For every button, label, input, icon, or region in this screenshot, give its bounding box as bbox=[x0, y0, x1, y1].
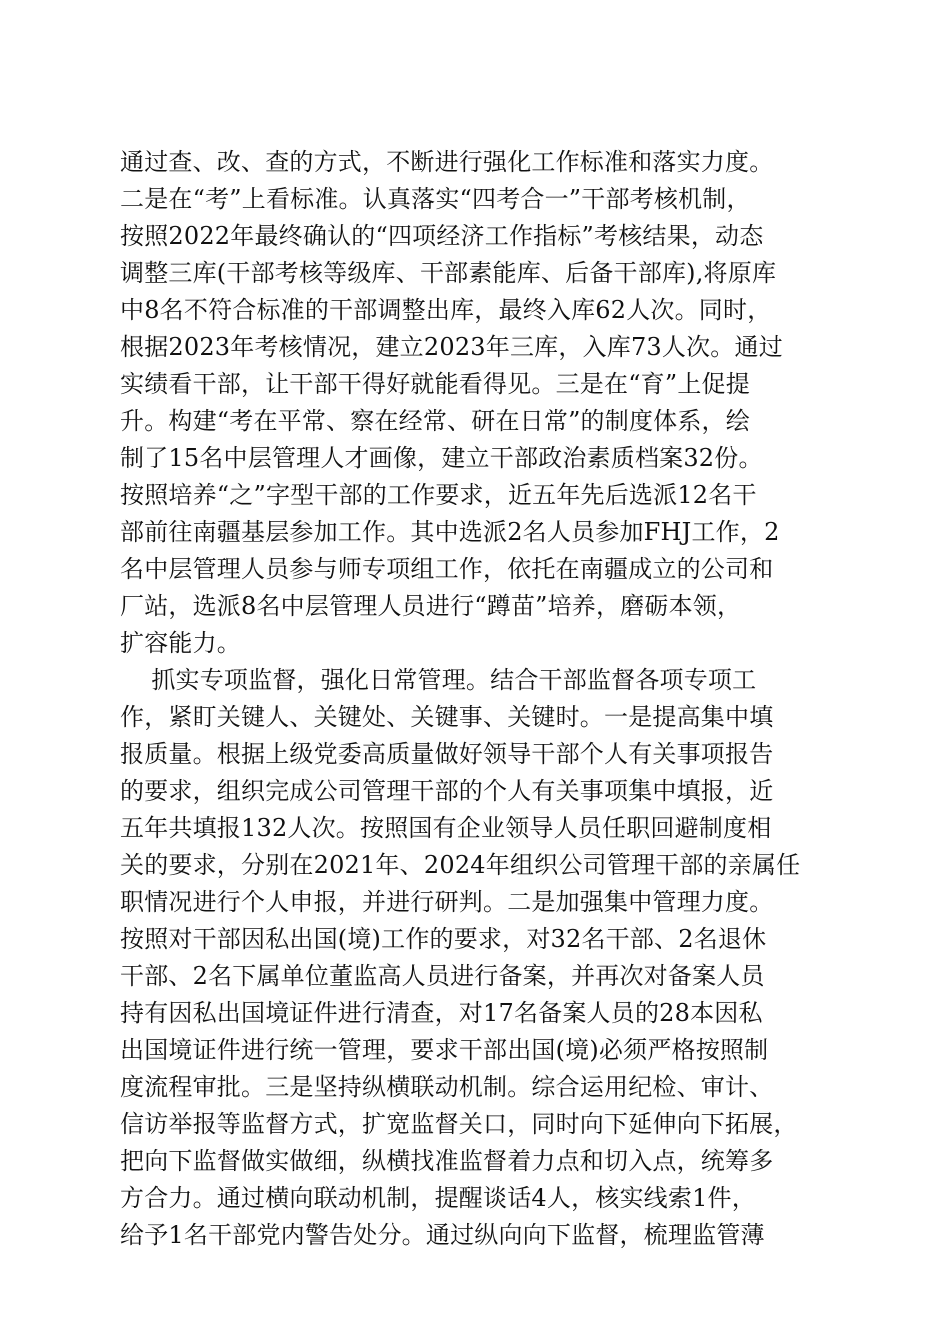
text-line: 给予1名干部党内警告处分。通过纵向向下监督，梳理监管薄 bbox=[120, 1221, 765, 1249]
text-line: 通过查、改、查的方式，不断进行强化工作标准和落实力度。 bbox=[120, 148, 774, 176]
text-line: 实绩看干部，让干部干得好就能看得见。三是在“育”上促提 bbox=[120, 370, 750, 398]
text-line: 方合力。通过横向联动机制，提醒谈话4人，核实线索1件， bbox=[120, 1184, 756, 1212]
text-line: 制了15名中层管理人才画像，建立干部政治素质档案32份。 bbox=[120, 444, 763, 472]
text-line: 按照培养“之”字型干部的工作要求，近五年先后选派12名干 bbox=[120, 481, 757, 509]
text-line: 把向下监督做实做细，纵横找准监督着力点和切入点，统筹多 bbox=[120, 1147, 774, 1175]
text-line: 按照2022年最终确认的“四项经济工作指标”考核结果，动态 bbox=[120, 222, 764, 250]
text-line: 的要求，组织完成公司管理干部的个人有关事项集中填报，近 bbox=[120, 777, 774, 805]
text-line: 职情况进行个人申报，并进行研判。二是加强集中管理力度。 bbox=[120, 888, 774, 916]
text-line: 持有因私出国境证件进行清查，对17名备案人员的28本因私 bbox=[120, 999, 763, 1027]
text-line: 出国境证件进行统一管理，要求干部出国(境)必须严格按照制 bbox=[120, 1036, 769, 1064]
text-line: 升。构建“考在平常、察在经常、研在日常”的制度体系，绘 bbox=[120, 407, 750, 435]
text-line: 信访举报等监督方式，扩宽监督关口，同时向下延伸向下拓展， bbox=[120, 1110, 798, 1138]
text-line: 部前往南疆基层参加工作。其中选派2名人员参加FHJ工作，2 bbox=[120, 518, 780, 546]
body-text bbox=[120, 144, 840, 1254]
text-line: 报质量。根据上级党委高质量做好领导干部个人有关事项报告 bbox=[120, 740, 774, 768]
paragraph-start-line: 抓实专项监督，强化日常管理。结合干部监督各项专项工 bbox=[120, 666, 757, 694]
text-line: 五年共填报132人次。按照国有企业领导人员任职回避制度相 bbox=[120, 814, 772, 842]
text-line: 名中层管理人员参与师专项组工作，依托在南疆成立的公司和 bbox=[120, 555, 774, 583]
text-line: 调整三库(干部考核等级库、干部素能库、后备干部库),将原库 bbox=[120, 259, 777, 287]
text-line: 按照对干部因私出国(境)工作的要求，对32名干部、2名退休 bbox=[120, 925, 767, 953]
text-line: 度流程审批。三是坚持纵横联动机制。综合运用纪检、审计、 bbox=[120, 1073, 774, 1101]
text-line: 厂站，选派8名中层管理人员进行“蹲苗”培养，磨砺本领， bbox=[120, 592, 742, 620]
text-line: 扩容能力。 bbox=[120, 629, 241, 657]
text-line: 关的要求，分别在2021年、2024年组织公司管理干部的亲属任 bbox=[120, 851, 801, 879]
text-line: 中8名不符合标准的干部调整出库，最终入库62人次。同时， bbox=[120, 296, 772, 324]
text-line: 干部、2名下属单位董监高人员进行备案，并再次对备案人员 bbox=[120, 962, 765, 990]
text-line: 二是在“考”上看标准。认真落实“四考合一”干部考核机制， bbox=[120, 185, 751, 213]
text-line: 作，紧盯关键人、关键处、关键事、关键时。一是提高集中填 bbox=[120, 703, 774, 731]
text-line: 根据2023年考核情况，建立2023年三库，入库73人次。通过 bbox=[120, 333, 783, 361]
